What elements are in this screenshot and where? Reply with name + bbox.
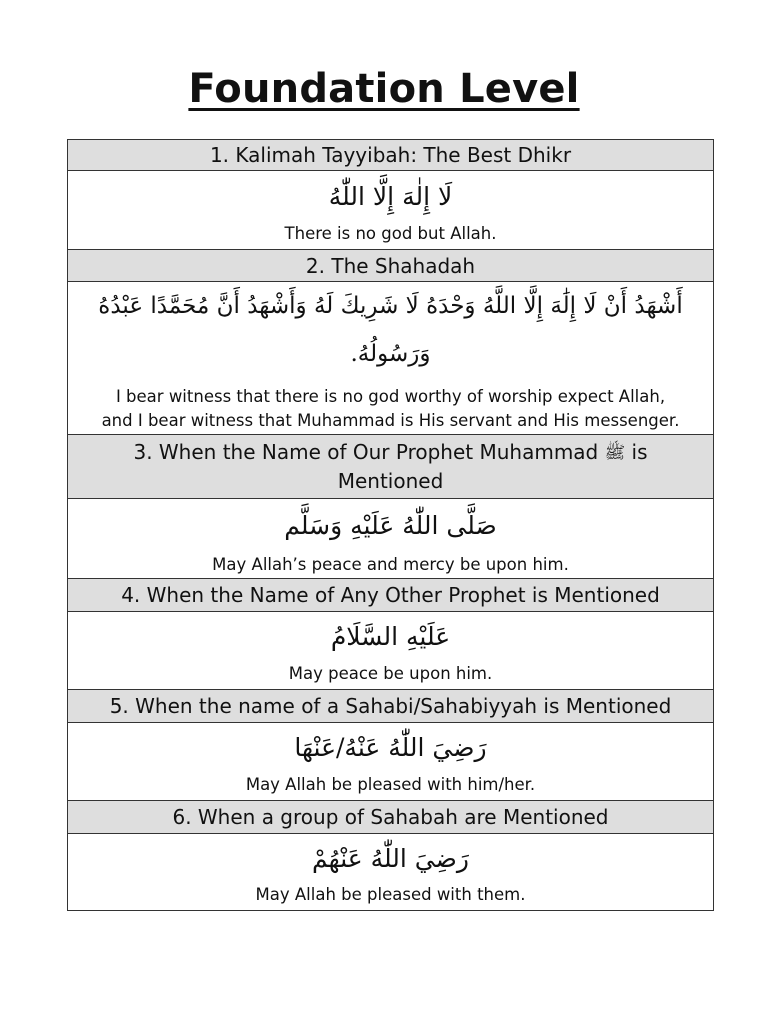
dhikr-table bbox=[67, 139, 714, 911]
translation-text: There is no god but Allah. bbox=[284, 224, 497, 243]
salawat-seal-icon: ﷺ bbox=[604, 443, 626, 464]
section-body-shahadah bbox=[68, 282, 713, 435]
arabic-text: رَضِيَ اللّٰهُ عَنْهُ/عَنْهَا bbox=[294, 733, 487, 762]
translation-text: May Allah be pleased with them. bbox=[255, 885, 526, 904]
arabic-text: عَلَيْهِ السَّلَامُ bbox=[330, 622, 451, 651]
section-heading-kalimah: 1. Kalimah Tayyibah: The Best Dhikr bbox=[68, 140, 713, 171]
translation-text: May peace be upon him. bbox=[288, 664, 493, 683]
section-body-sahabi bbox=[68, 723, 713, 801]
arabic-text: صَلَّى اللّٰهُ عَلَيْهِ وَسَلَّم bbox=[284, 511, 497, 540]
section-heading-other-prophet: 4. When the Name of Any Other Prophet is Mentioned bbox=[68, 579, 713, 612]
section-body-kalimah bbox=[68, 171, 713, 250]
translation-line-1: I bear witness that there is no god worthy of worship expect Allah, bbox=[115, 387, 666, 406]
section-body-prophet-muhammad bbox=[68, 499, 713, 579]
translation-text: May Allah’s peace and mercy be upon him. bbox=[212, 555, 569, 574]
arabic-text-line-1: أَشْهَدُ أَنْ لَا إِلَٰهَ إِلَّا اللَّهُ وَحْدَهُ لَا شَرِيكَ لَهُ وَأَشْهَدُ أَنَّ مُحَمَّدًا عَبْدُهُ bbox=[98, 293, 683, 319]
section-heading-shahadah: 2. The Shahadah bbox=[68, 250, 713, 282]
page-title: Foundation Level bbox=[188, 66, 580, 112]
section-heading-sahabi: 5. When the name of a Sahabi/Sahabiyyah is Mentioned bbox=[68, 690, 713, 723]
arabic-text: لَا إِلٰهَ إِلَّا اللّٰهُ bbox=[328, 182, 453, 211]
translation-line-2: and I bear witness that Muhammad is His servant and His messenger. bbox=[101, 411, 680, 430]
section-body-sahabah-group bbox=[68, 834, 713, 910]
section-heading-prophet-muhammad: 3. When the Name of Our Prophet Muhammad ﷺ is Mentioned bbox=[68, 435, 713, 499]
arabic-text-line-2: وَرَسُولُهُ. bbox=[350, 341, 431, 367]
translation-text: May Allah be pleased with him/her. bbox=[245, 775, 536, 794]
section-body-other-prophet bbox=[68, 612, 713, 690]
arabic-text: رَضِيَ اللّٰهُ عَنْهُمْ bbox=[312, 844, 469, 873]
section-heading-sahabah-group: 6. When a group of Sahabah are Mentioned bbox=[68, 801, 713, 834]
